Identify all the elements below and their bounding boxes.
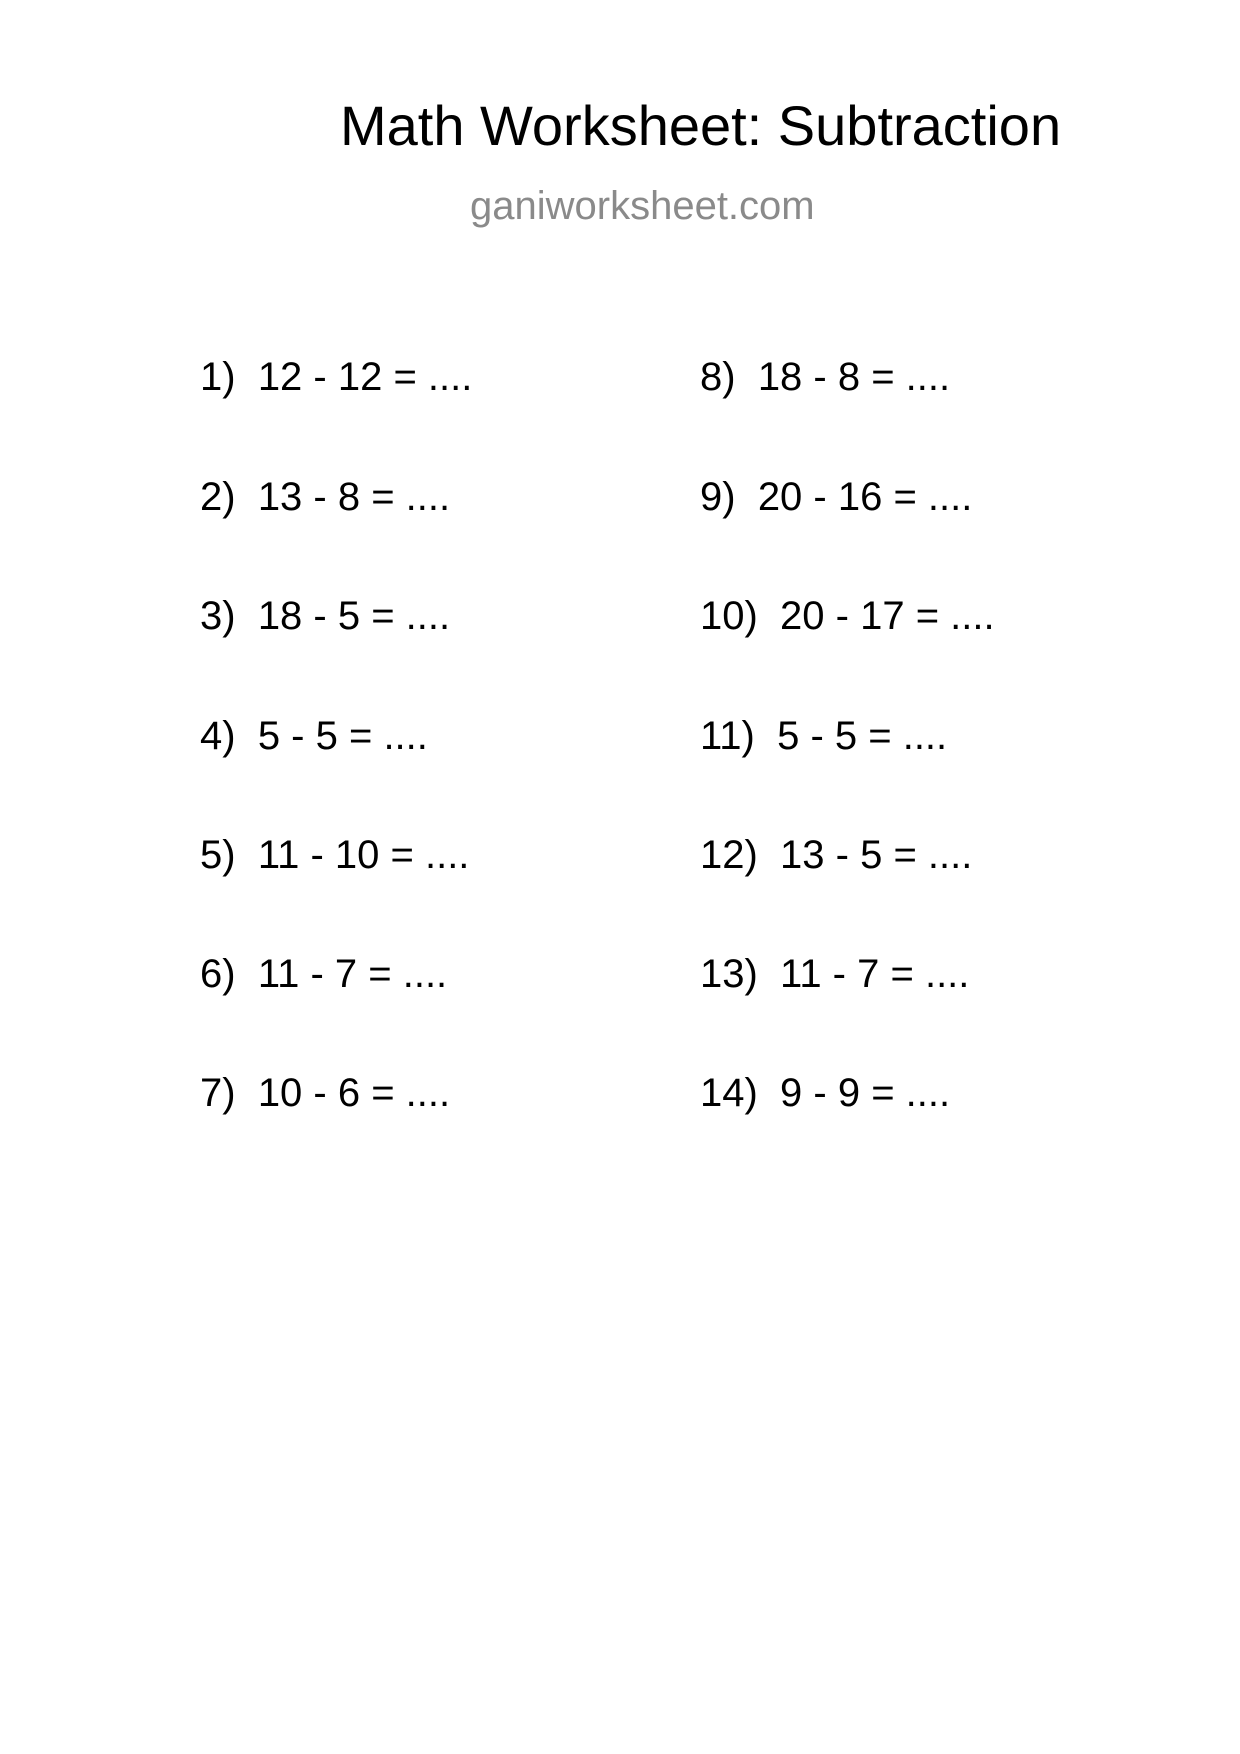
problem-expression: 13 - 5 = ....: [780, 833, 973, 877]
problem-number: 2): [200, 475, 236, 519]
problem-number: 3): [200, 594, 236, 638]
problem-expression: 13 - 8 = ....: [257, 475, 451, 519]
problem-number: 4): [200, 714, 236, 758]
problem-expression: 12 - 12 = ....: [257, 355, 473, 399]
problem-expression: 5 - 5 = ....: [257, 714, 428, 758]
problem-expression: 20 - 17 = ....: [780, 594, 995, 638]
problem-item: [700, 954, 969, 994]
problem-item: [700, 596, 995, 636]
problem-expression: 20 - 16 = ....: [757, 475, 973, 519]
problem-number: 12): [700, 833, 758, 877]
problem-item: [700, 716, 947, 756]
problem-expression: 11 - 7 = ....: [257, 952, 448, 996]
problem-item: [200, 835, 469, 875]
problem-expression: 11 - 10 = ....: [257, 833, 470, 877]
problem-number: 8): [700, 355, 736, 399]
problem-item: [700, 477, 972, 517]
problem-number: 11): [700, 714, 755, 758]
problem-number: 10): [700, 594, 758, 638]
problem-expression: 5 - 5 = ....: [777, 714, 948, 758]
problem-expression: 9 - 9 = ....: [780, 1071, 951, 1115]
website-label: ganiworksheet.com: [470, 184, 815, 228]
problem-expression: 11 - 7 = ....: [780, 952, 970, 996]
problem-number: 5): [200, 833, 236, 877]
problem-number: 1): [200, 355, 236, 399]
problem-number: 13): [700, 952, 758, 996]
problem-item: [200, 716, 428, 756]
problem-expression: 10 - 6 = ....: [257, 1071, 451, 1115]
problem-item: [700, 835, 972, 875]
problem-item: [200, 357, 472, 397]
problem-expression: 18 - 8 = ....: [757, 355, 951, 399]
problem-item: [200, 1073, 450, 1113]
problem-item: [700, 357, 950, 397]
problem-item: [700, 1073, 950, 1113]
problem-item: [200, 954, 447, 994]
problem-expression: 18 - 5 = ....: [257, 594, 451, 638]
problem-number: 9): [700, 475, 736, 519]
problem-number: 14): [700, 1071, 758, 1115]
problem-item: [200, 596, 450, 636]
problem-number: 6): [200, 952, 236, 996]
page-title: Math Worksheet: Subtraction: [340, 94, 1062, 157]
problem-number: 7): [200, 1071, 236, 1115]
problem-item: [200, 477, 450, 517]
